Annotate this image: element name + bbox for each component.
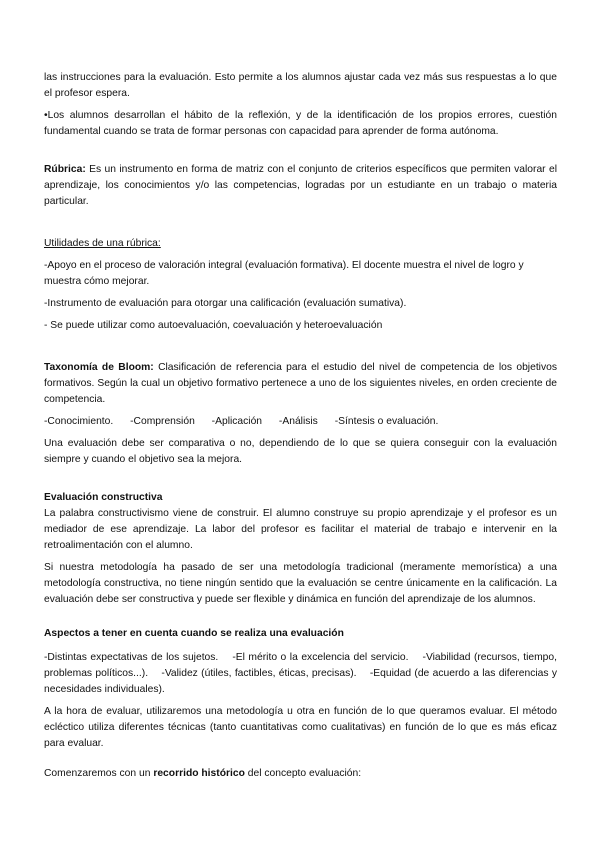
closing-text-before: Comenzaremos con un [44,768,154,779]
aspectos-heading [44,626,557,642]
constructiva-paragraph: Si nuestra metodología ha pasado de ser una metodología tradicional (meramente memorística) a una metodología constructiva, no tiene ningún sentido que la evaluación se centre únicamente en la calificación. La evaluación debe ser constructiva y puede ser flexible y dinámica en función del aprendizaje de los alumnos. [44,562,557,605]
constructiva-paragraph: La palabra constructivismo viene de construir. El alumno construye su propio aprendizaje y el profesor es un mediador de ese aprendizaje. La labor del profesor es facilitar el material de trabajo e intervenir en la retroalimentación con el alumno. [44,508,557,551]
aspectos-heading-text: Aspectos a tener en cuenta cuando se realiza una evaluación [44,628,344,639]
constructiva-heading [44,490,557,506]
bloom-note: Una evaluación debe ser comparativa o no, dependiendo de lo que se quiera conseguir con la evaluación siempre y cuando el objetivo sea la mejora. [44,438,557,465]
bloom-text: Clasificación de referencia para el estudio del nivel de competencia de los objetivos formativos. Según la cual un objetivo formativo pertenece a uno de los siguientes niveles, en orden creciente de competencia. [44,362,557,405]
intro-paragraph: las instrucciones para la evaluación. Esto permite a los alumnos ajustar cada vez más sus respuestas a lo que el profesor espera. [44,72,557,99]
bloom-level: -Conocimiento. [44,416,114,427]
document-page [44,70,560,782]
utilidad-item: -Instrumento de evaluación para otorgar una calificación (evaluación sumativa). [44,298,407,309]
utilidad-item: -Apoyo en el proceso de valoración integral (evaluación formativa). El docente muestra el nivel de logro y muestra cómo mejorar. [44,260,524,287]
reflection-bullet-paragraph: •Los alumnos desarrollan el hábito de la reflexión, y de la identificación de los propios errores, cuestión fundamental cuando se trata de formar personas con capacidad para aprender de forma autónoma. [44,110,557,137]
rubrica-text: Es un instrumento en forma de matriz con el conjunto de criterios específicos que permiten valorar el aprendizaje, los conocimientos y/o las competencias, logradas por un estudiante en un trabajo o materia particular. [44,164,557,207]
utilidades-heading: Utilidades de una rúbrica: [44,238,161,249]
bloom-levels [44,414,557,430]
rubrica-term: Rúbrica: [44,164,86,175]
bloom-level: -Comprensión [130,416,195,427]
constructiva-heading-text: Evaluación constructiva [44,492,163,503]
bloom-definition [44,360,557,408]
rubrica-definition [44,162,557,210]
closing-text-after: del concepto evaluación: [244,768,362,779]
utilidad-item: - Se puede utilizar como autoevaluación, coevaluación y heteroevaluación [44,320,383,331]
closing-paragraph [44,766,557,782]
aspectos-paragraph: A la hora de evaluar, utilizaremos una metodología u otra en función de lo que queramos evaluar. El método ecléctico utiliza diferentes técnicas (tanto cuantitativas como cualitativas) en función de lo que es más eficaz para evaluar. [44,706,557,749]
bloom-term: Taxonomía de Bloom: [44,362,154,373]
aspectos-list: -Distintas expectativas de los sujetos. -El mérito o la excelencia del servicio. -Viabilidad (recursos, tiempo, problemas políticos...). -Validez (útiles, factibles, éticas, precisas). -Equidad (de acuerdo a las diferencias y necesidades individuales). [44,652,560,695]
bloom-level: -Síntesis o evaluación. [334,416,439,427]
bloom-level: -Aplicación [211,416,263,427]
bloom-level: -Análisis [278,416,318,427]
closing-bold: recorrido histórico [153,768,245,779]
